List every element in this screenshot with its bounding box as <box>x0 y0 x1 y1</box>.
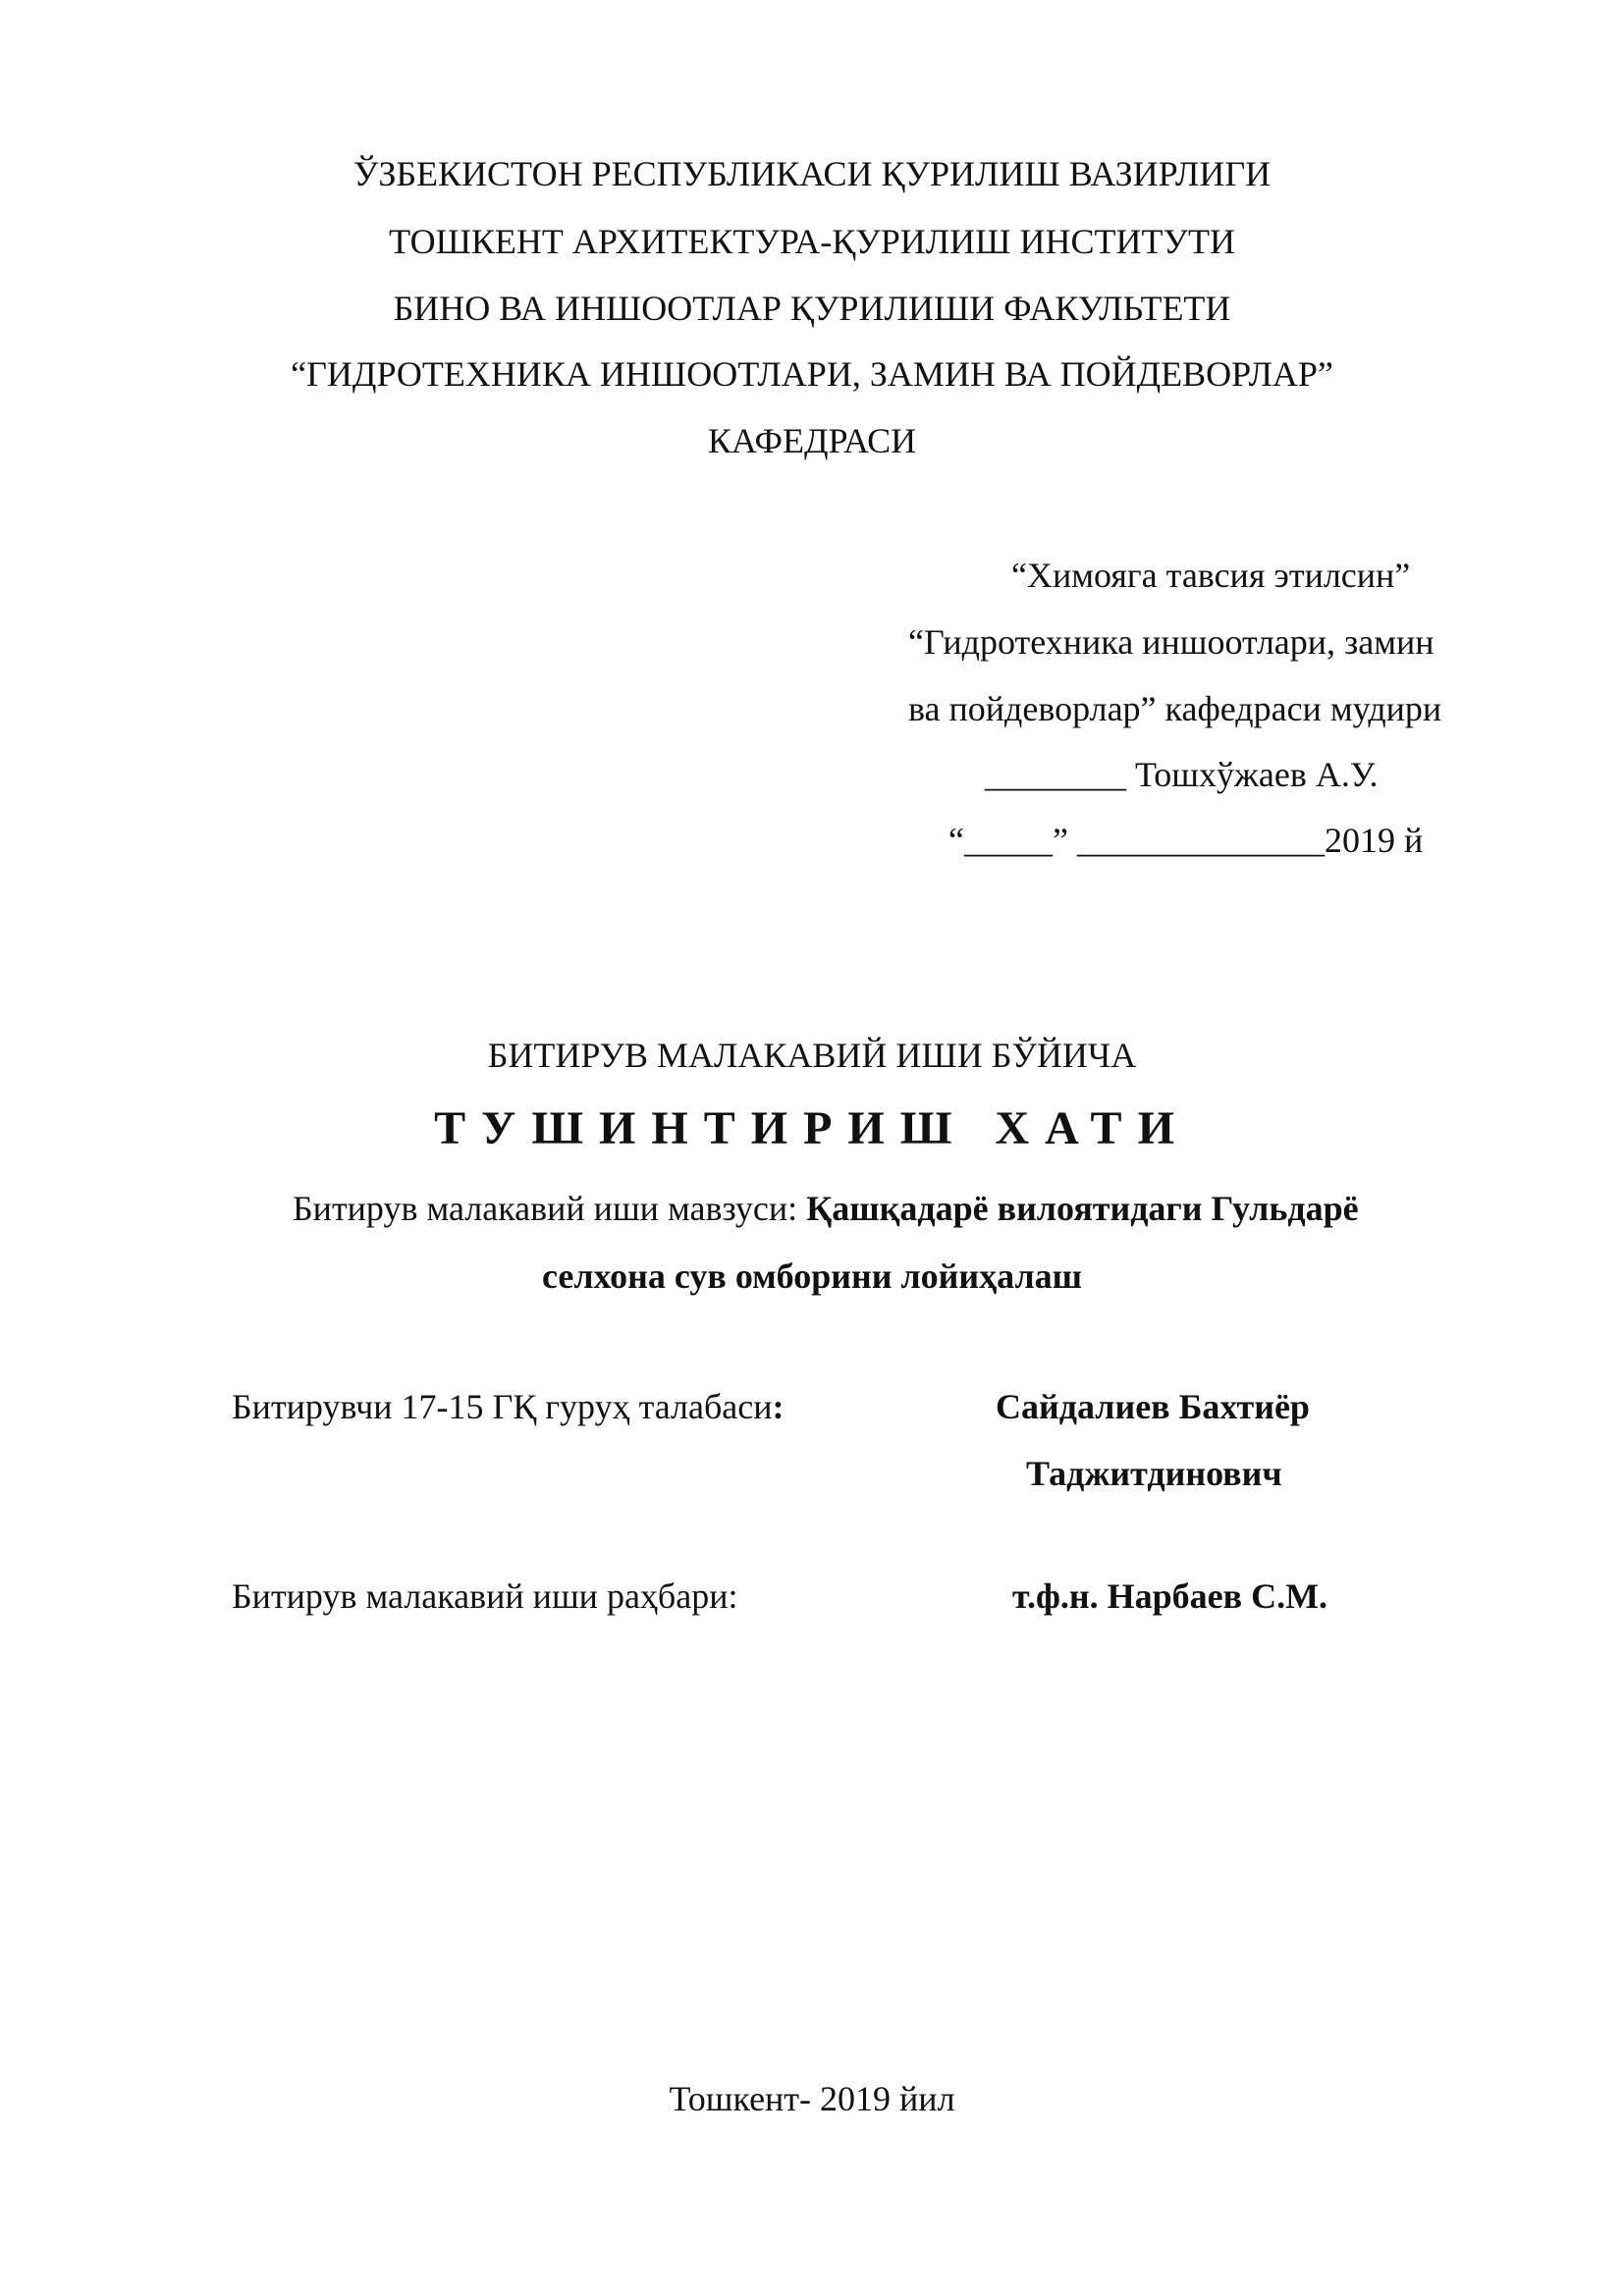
topic-line <box>293 1185 1359 1232</box>
student-label-colon: : <box>772 1387 785 1426</box>
approval-line-1: “Химояга тавсия этилсин” <box>1011 556 1411 595</box>
topic-label: Битирув малакавий иши мавзуси: <box>293 1189 807 1228</box>
student-name-line-1: Сайдалиев Бахтиёр <box>996 1387 1310 1426</box>
approval-line-2: “Гидротехника иншоотлари, замин <box>908 622 1435 662</box>
student-name-line-2: Таджитдинович <box>1026 1454 1282 1493</box>
department-name: “ГИДРОТЕХНИКА ИНШООТЛАРИ, ЗАМИН ВА ПОЙДЕВОРЛАР” <box>291 354 1333 394</box>
faculty-name: БИНО ВА ИНШООТЛАР ҚУРИЛИШИ ФАКУЛЬТЕТИ <box>393 289 1231 328</box>
approval-line-3: ва пойдеворлар” кафедраси мудири <box>908 689 1442 728</box>
student-label: Битирувчи 17-15 ГҚ гуруҳ талабаси <box>232 1387 773 1426</box>
ministry-name: ЎЗБЕКИСТОН РЕСПУБЛИКАСИ ҚУРИЛИШ ВАЗИРЛИГИ <box>352 154 1272 193</box>
footer-place-year: Тошкент- 2019 йил <box>669 2079 955 2118</box>
supervisor-name: т.ф.н. Нарбаев С.М. <box>1012 1576 1328 1616</box>
topic-value-part-2: селхона сув омборини лойиҳалаш <box>541 1256 1083 1296</box>
document-subtitle: БИТИРУВ МАЛАКАВИЙ ИШИ БЎЙИЧА <box>487 1036 1137 1075</box>
department-label: КАФЕДРАСИ <box>707 421 917 460</box>
student-label-line <box>232 1383 785 1430</box>
supervisor-label: Битирув малакавий иши раҳбари: <box>232 1576 738 1616</box>
document-title: ТУШИНТИРИШ ХАТИ <box>434 1102 1190 1154</box>
approval-signature-line: ________ Тошхўжаев А.У. <box>985 755 1379 794</box>
institute-name: ТОШКЕНТ АРХИТЕКТУРА-ҚУРИЛИШ ИНСТИТУТИ <box>389 222 1235 261</box>
topic-value-part-1: Қашқадарё вилоятидаги Гульдарё <box>806 1189 1359 1228</box>
approval-date-line: “_____” ______________2019 й <box>948 821 1424 860</box>
